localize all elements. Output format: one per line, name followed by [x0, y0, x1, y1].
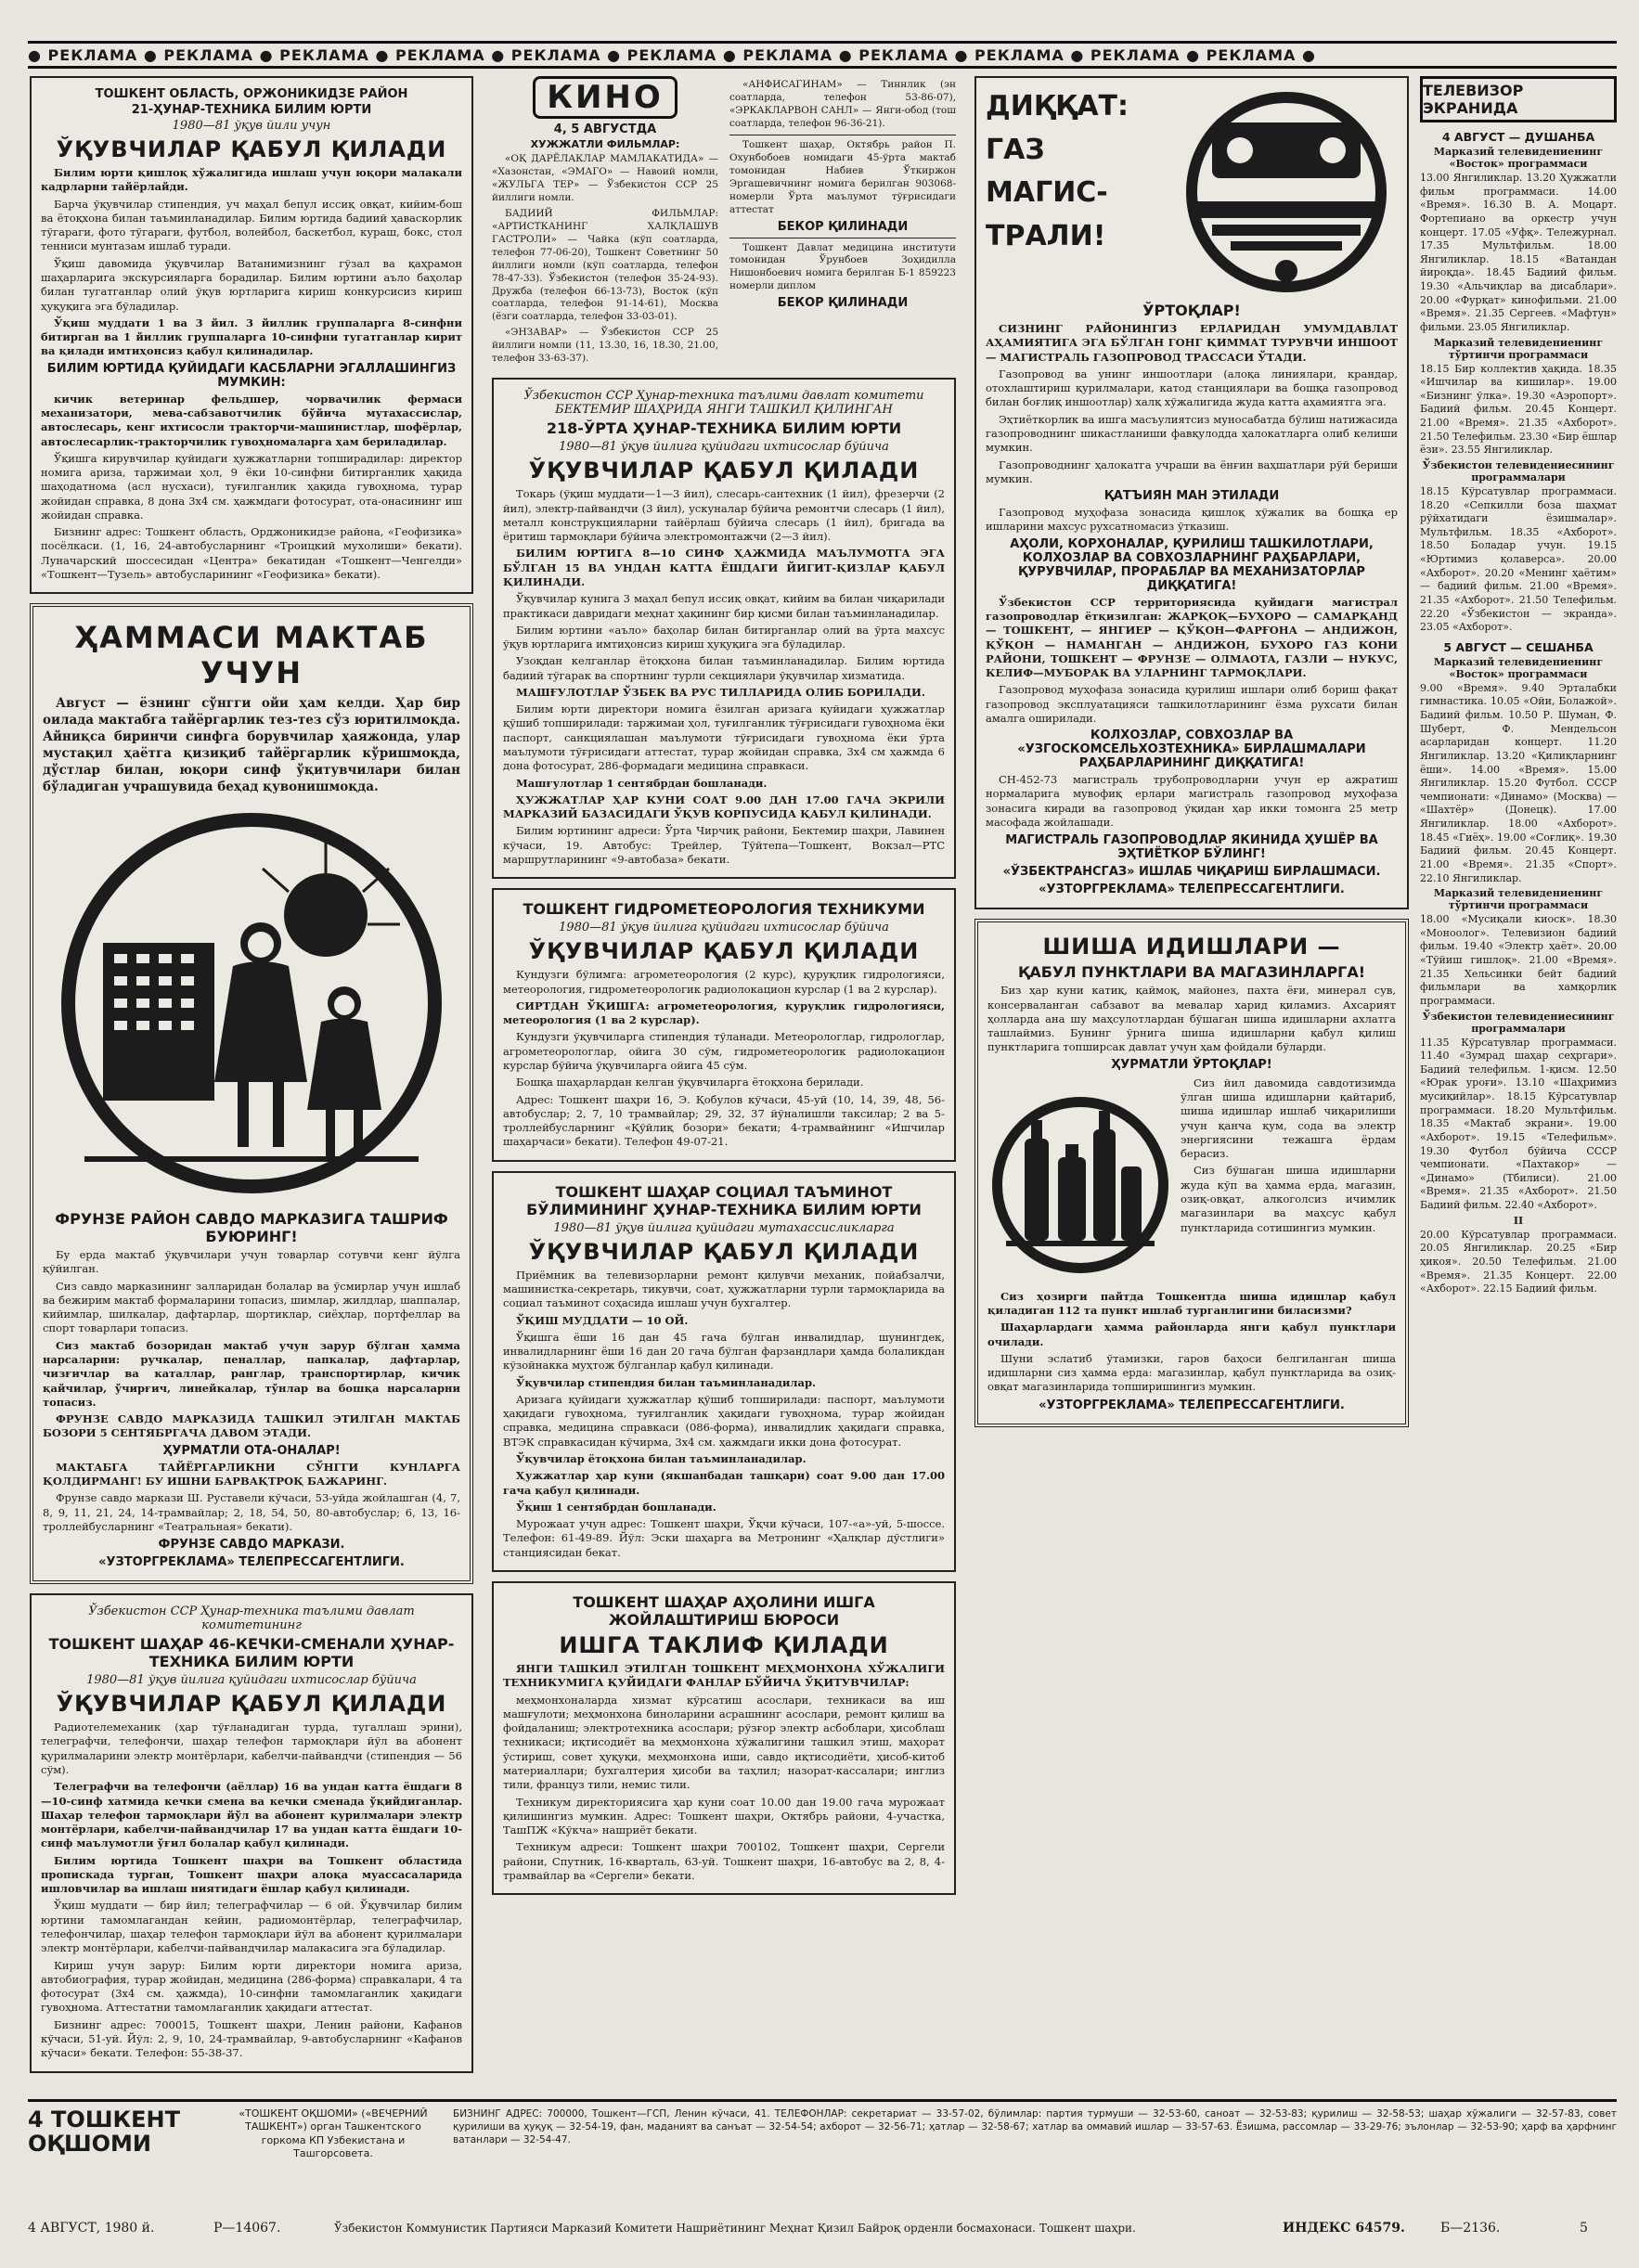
tv-logo: [1420, 76, 1617, 122]
ad1-headline: ЎҚУВЧИЛАР ҚАБУЛ ҚИЛАДИ: [56, 136, 447, 162]
c2ad2-p5: Адрес: Тошкент шаҳри 16, Э. Қобулов кўчаси, 45-уй (10, 14, 39, 48, 56-автобуслар; 2, 7, 10 трамвайлар; 29, 32, 37 йўналишли таксилар; 2 ва 5-троллейбусларнинг «Қўйлиқ бозори» бекати; 4-трамвайнинг «Ишчилар шаҳарчаси» бекати). Телефон 49-07-21.: [503, 1092, 945, 1149]
ad2-sign2: «УЗТОРГРЕКЛАМА» ТЕЛЕПРЕССАГЕНТЛИГИ.: [98, 1555, 405, 1570]
ad-hydrometeo-technikum: [492, 888, 956, 1161]
c2ad1-headline: ЎҚУВЧИЛАР ҚАБУЛ ҚИЛАДИ: [528, 457, 920, 484]
tv-t4: 9.00 «Время». 9.40 Эрталабки гимнастика. 10.05 «Ойи, Болажой». Бадиий фильм. 10.50 Р. Шуман, Ф. Шуберт, Ф. Мендельсон асарларидан концерт. 11.20 Янгиликлар. 13.20 «Қилиқларнинг ёши». 14.00 «Время». 15.00 Янгиликлар. 15.20 Футбол. СССР чемпионати: «Динамо» (Москва) — «Шахтёр» (Донецк). 17.00 Янгиликлар. 18.00 «Ахборот». 18.45 «Гиёҳ». 19.00 «Соғлиқ». 19.30 Бадиий фильм. 20.45 Концерт. 21.00 «Время». 21.35 «Спорт». 22.10 Янгиликлар.: [1420, 681, 1617, 884]
ad1-school: 21-ҲУНАР-ТЕХНИКА БИЛИМ ЮРТИ: [131, 103, 372, 117]
column-3: [974, 76, 1409, 1437]
gas-sign1: МАГИСТРАЛЬ ГАЗОПРОВОДЛАР ЯКИНИДА ҲУШЁР ВА ЭҲТИЁТКОР БЎЛИНГ!: [1005, 833, 1378, 862]
kino-listing: [492, 76, 718, 368]
ad1-p6: Ўқишга кирувчилар қуйидаги ҳужжатларни топширадилар: директор номига ариза, таржимаи ҳол, 9 ёки 10-синфни битирганлик ҳақида шаҳодатнома (асл нусхаси), туғилганлик ҳақида гувоҳнома, турар жойидан справка, 8 дона 3х4 см. ҳажмдаги фотосурат, ота-онасининг иш жойидан справка.: [41, 451, 462, 522]
ad-ordzhonikidze-school: [30, 76, 473, 594]
ad1-p5: кичик ветеринар фельдшер, чорвачилик фермаси механизатори, мева-сабзавотчилик бўйича мутахассислар, автослесарь, кенг ихтисосли тракторчи-машинистлар, шофёрлар, автослесарлик-тракторчилик гувоҳномаларга ҳам бериладилар.: [41, 392, 462, 448]
ad2-headline: ҲАММАСИ МАКТАБ УЧУН: [74, 620, 429, 691]
ad-gas-pipeline: [974, 76, 1409, 909]
c2ad2-org: ТОШКЕНТ ГИДРОМЕТЕОРОЛОГИЯ ТЕХНИКУМИ: [523, 900, 925, 919]
ad2-p3: Сиз мактаб бозоридан мактаб учун зарур бўлган ҳамма нарсаларни: ручкалар, пеналлар, папкалар, дафтарлар, чизғичлар ва каталлар, ранглар, транспортирлар, кичик қайчилар, ўчирғич, линейкалар, тўнлар ва бошқа нарсаларни топасиз.: [43, 1338, 460, 1409]
glass-headline2: ҚАБУЛ ПУНКТЛАРИ ВА МАГАЗИНЛАРГА!: [1017, 963, 1366, 982]
glass-p1: Биз ҳар куни катиқ, қаймоқ, майонез, пахта ёғи, минерал сув, консерваланган сабзавот ва мевалар харид қиламиз. Ахсарият ҳолларда ана шу маҳсулотлардан бўшаган шиша идишларни ахлатга ташлаймиз. Бунинг ўрнига шиша идишларни қабул қилиш пунктларига топширсак давлат учун ҳам фойдали бўларди.: [987, 984, 1396, 1054]
c2ad4-p2: меҳмонхоналарда хизмат кўрсатиш асослари, техникаси ва иш машғулоти; меҳмонхона биноларини асрашнинг асослари, ремонт қилиш ва фойдаланиш; электротехника асослари; рўзғор электр асбоблари, ҳисоблаш техникаси; иқтисодиёт ва меҳмонхона хўжалигини ташкил этиш, маҳорат ўстириш, совет ҳуқуқи, меҳмонхона иши, савдо иқтисодиёти, ҳисоб-китоб материаллари; бухгалтерия ҳисоби ва таҳлил; назорат-кассалари; инглиз тили, француз тили, немис тили.: [503, 1693, 945, 1792]
glass-p4: Сиз ҳозирги пайтда Тошкентда шиша идишлар қабул қиладиган 112 та пункт ишлаб турганлигини биласизми?: [987, 1289, 1396, 1317]
tv-t2: 18.15 Бир коллектив ҳақида. 18.35 «Ишчилар ва кишилар». 19.00 «Бизнинг ўлка». 19.30 «Аэропорт». Бадиий фильм. 20.45 Концерт. 21.00 «Время». 21.35 «Ахборот». 21.50 Телефильм. 23.30 «Бир ёшлар ёзи». 23.55 Янгиликлар.: [1420, 362, 1617, 457]
c2ad4-tail: Техникум адреси: Тошкент шаҳри 700102, Тошкент шаҳри, Сергели райони, Спутник, 16-кварталь, 63-уй. Тошкент шаҳри, 16-автобус ва 2, 8, 4-трамвайлар ва «Сергели» бекати.: [503, 1840, 945, 1882]
c2ad2-p4: Бошқа шаҳарлардан келган ўқувчиларга ётоқхона берилади.: [516, 1076, 864, 1089]
gas-p6: Газопровод муҳофаза зонасида қурилиш ишлари олиб бориш фақат газопровод эксплуатацияси ташкилотларининг ёзма рухсати билан амалга оширилади.: [986, 683, 1398, 725]
c2ad2-p2: СИРТДАН ЎҚИШГА: агрометеорология, қуруқлик гидрологияси, метеорология (1 ва 2 курслар).: [503, 999, 945, 1027]
c2ad4-headline: ИШГА ТАКЛИФ ҚИЛАДИ: [559, 1632, 889, 1658]
schoolchildren-illustration: [47, 804, 456, 1203]
tv-logo-text: ТЕЛЕВИЗОР ЭКРАНИДА: [1423, 82, 1524, 117]
ad1-org: ТОШКЕНТ ОБЛАСТЬ, ОРЖОНИКИДЗЕ РАЙОН: [95, 87, 408, 101]
gas-p2: Эҳтиёткорлик ва ишга масъулиятсиз муносабатда бўлиш натижасида газопроводнинг шикастланиши фавқулодда ҳалокатларга олиб келиши мумкин.: [986, 412, 1398, 455]
c2ad1-p9: ҲУЖЖАТЛАР ҲАР КУНИ СОАТ 9.00 ДАН 17.00 ГАЧА ЭКРИЛИ МАРКАЗИЙ БАЗАСИДАГИ ЎҚУВ КОРПУСИДА ҚАБУЛ ҚИЛИНАДИ.: [503, 793, 945, 821]
ad2-caption: ФРУНЗЕ РАЙОН САВДО МАРКАЗИГА ТАШРИФ БУЮРИНГ!: [55, 1210, 448, 1246]
tv-t1: 13.00 Янгиликлар. 13.20 Ҳужжатли фильм программаси. 14.00 «Время». 16.30 В. А. Моцарт. Фортепиано ва оркестр учун концерт. 17.05 «Уфқ». Тележурнал. 17.35 Мультфильм. 18.00 Янгиликлар. 18.15 «Ватандан йироқда». 18.45 Бадиий фильм. 19.30 «Альчиқлар ва дисаблари». 20.00 «Фурқат» кинофильми. 21.00 «Время». 21.35 Сергеев. «Мафтун» фильми. 23.05 Янгиликлар.: [1420, 172, 1617, 333]
page-number: 5: [1580, 2221, 1588, 2236]
ad3-p2: Телеграфчи ва телефончи (аёллар) 16 ва ундан катта ёшдаги 8—10-синф хатмида кечки смена ва кечки сменада ўқийдиганлар. Шаҳар телефон тармоқлари йўл ва абонент қурилмалари электр монтёрлари, кабелчи-пайвандчилар 17 ва ундан катта ёшдаги 10-синф маълумотли ўғил болалар қабул қилинади.: [41, 1780, 462, 1850]
ad-glass-containers: [974, 919, 1409, 1426]
b-number: Б—2136.: [1440, 2221, 1501, 2236]
ad3-top: Ўзбекистон ССР Ҳунар-техника таълими давлат комитетининг: [88, 1604, 415, 1633]
gas-sub1: ҚАТЪИЯН МАН ЭТИЛАДИ: [1103, 489, 1280, 504]
ad1-p1: Билим юрти қишлоқ хўжалигида ишлаш учун юқори малакали кадрларни тайёрлайди.: [41, 166, 462, 194]
gas-title-3: МАГИС-: [986, 176, 1108, 209]
ad1-year: 1980—81 ўқув йили учун: [172, 119, 331, 133]
kino-feature-label: ХУЖЖАТЛИ ФИЛЬМЛАР:: [530, 138, 680, 150]
c2ad3-p2: ЎҚИШ МУДДАТИ — 10 ОЙ.: [516, 1313, 689, 1327]
column-2: [492, 76, 956, 1904]
tv-t3: 18.15 Кўрсатувлар программаси. 18.20 «Сепкилли боза шаҳмат рўйхатидаги ёзишмалар». Мультфильм. 18.35 «Ахборот». 18.50 Боладар учун. 19.15 «Юртимиз қолаверса». 20.00 «Ахборот». 20.20 «Менинг ҳаётим» — бадиий фильм. 21.00 «Время». 21.35 «Ахборот». 21.50 Телефильм. 22.20 «Ўзбекистон — экранда». 23.05 «Ахборот».: [1420, 484, 1617, 634]
ad2-p4: ФРУНЗЕ САВДО МАРКАЗИДА ТАШКИЛ ЭТИЛГАН МАКТАБ БОЗОРИ 5 СЕНТЯБРГАЧА ДАВОМ ЭТАДИ.: [43, 1412, 460, 1440]
tv-day2: 5 АВГУСТ — СЕШАНБА: [1443, 639, 1594, 654]
lost-notice-2: Тошкент Давлат медицина институти томонидан Ўрунбоев Зоҳидилла Нишонбоевич номига берилган Б-1 859223 номерли диплом: [729, 241, 956, 292]
ad1-p7: Бизнинг адрес: Тошкент область, Орджоникидзе района, «Геофизика» посёлкаси. (1, 16, 24-автобусларнинг «Троицкий мухолиши» бекати). Луначарский шоссесидан «Центра» бекатидан «Тошкент—Ченгелди» «Тошкент—Тузель» автобусларининг «Геофизика» бекати).: [41, 525, 462, 582]
c2ad2-p3: Кундузги ўқувчиларга стипендия тўланади. Метеорологлар, гидрологлар, агрометеорологлар, ойига 30 сўм, гидрометеорологик радиолокацион курслар бўйича ўқувчиларга ойига 45 сўм.: [503, 1030, 945, 1072]
c2ad3-p4: Ўқувчилар стипендия билан таъминланадилар.: [516, 1375, 817, 1389]
ad1-p3: Ўқиш давомида ўқувчилар Ватанимизнинг гўзал ва қаҳрамон шаҳарларига экскурсияларга борадилар. Билим юртини аъло баҳолар билан тугатганлар олий ўқув юртларига кириш конкурсисиз кириш ҳуқуқига эга бўладилар.: [41, 256, 462, 313]
masthead: 4 ТОШКЕНТ ОҚШОМИ: [28, 2107, 180, 2158]
c2ad1-p7: Билим юрти директори номига ёзилган аризага қуйидаги ҳужжатлар қўшиб топширилади: таржимаи ҳол, туғилганлик тўғрисидаги гувоҳнома ёки паспорт, санкциялашан маълумоти тўғрисидаги гувоҳнома ёки ўрта маълумоти тўғрисидаги аттестат, турар жойидан справка, 3х4 см ҳажмда 6 дона фотосурат, 286-формадаги медицина справкаси.: [503, 702, 945, 773]
gas-p1: Газопровод ва унинг иншоотлари (алоқа линиялари, крандар, отохлаштириш қурилмалари, катод станциялари ва бошқа газопровод билан боғлиқ иншоотлар) халқ хўжалигида жуда катта аҳамиятга эга.: [986, 367, 1398, 409]
c2ad3-headline: ЎҚУВЧИЛАР ҚАБУЛ ҚИЛАДИ: [528, 1238, 920, 1265]
index-number: ИНДЕКС 64579.: [1283, 2221, 1405, 2236]
ad1-p2: Барча ўқувчилар стипендия, уч маҳал бепул иссиқ овқат, кийим-бош ва ётоқхона билан таъминланадилар. Билим юртида бадиий ҳаваскорлик тўгараги, фото тўгараги, футбол, волейбол, баскетбол, кураш, бокс, стол тенниси мунтазам ишлаб туради.: [41, 197, 462, 253]
ad-social-school: [492, 1171, 956, 1572]
tv-sub2: Марказий телевидениенинг тўртинчи программаси: [1433, 336, 1604, 361]
ad-employment-bureau: [492, 1581, 956, 1895]
kino-section: [492, 76, 956, 368]
ad3-org: ТОШКЕНТ ШАҲАР 46-КЕЧКИ-СМЕНАЛИ ҲУНАР-ТЕХНИКА БИЛИМ ЮРТИ: [48, 1635, 455, 1671]
ad3-year: 1980—81 ўқув йилига қуйидаги ихтисослар бўйича: [86, 1673, 417, 1688]
tv-sub6: Ўзбекистон телевидениесининг программалари: [1422, 1010, 1615, 1035]
ad-evening-school: [30, 1593, 473, 2072]
column-4-tv: [1420, 76, 1617, 1296]
tv-sub1: Марказий телевидениенинг «Восток» программаси: [1433, 146, 1604, 170]
gas-title-1: ДИҚҚАТ:: [986, 90, 1129, 122]
pipeline-illustration: [1175, 85, 1398, 299]
address: БИЗНИНГ АДРЕС: 700000, Тошкент—ГСП, Ленин кўчаси, 41. ТЕЛЕФОНЛАР: секретариат — 33-57-02, бўлимлар: партия турмуши — 32-53-60, саноат — 32-53-83; қурилиш — 32-58-53; шаҳар хўжалиги — 32-57-83, совет қурилиши ва ҳуқуқ — 32-54-19, фан, маданият ва санъат — 32-54-54; ахборот — 32-56-71; ҳатлар — 32-58-67; хатлар ва оммавий ишлар — 33-57-63. Ёзишма, рассомлар — 33-29-76; эълонлар — 32-53-90; ҳарф ва ҳарфнинг ватанлари — 32-54-47.: [453, 2108, 1617, 2146]
ad2-p1: Бу ерда мактаб ўқувчилари учун товарлар сотувчи кенг йўлга қўйилган.: [43, 1248, 460, 1276]
c2ad3-year: 1980—81 ўқув йилига қуйидаги мутахассисликларга: [553, 1220, 895, 1235]
c2ad4-p3: Техникум директориясига ҳар куни соат 10.00 дан 19.00 гача мурожаат қилишингиз мумкин. Адрес: Тошкент шаҳри, Октябрь райони, 4-участка, ТашПЖ «Кўкча» нашриёт бекати.: [503, 1795, 945, 1837]
issue-date: 4 АВГУСТ, 1980 й.: [28, 2221, 155, 2236]
tv-sub3: Ўзбекистон телевидениесининг программалари: [1422, 458, 1615, 483]
kino-more: «ЭНЗАВАР» — Ўзбекистон ССР 25 йиллиги номли (11, 13.30, 16, 18.30, 21.00, телефон 33-63-37).: [492, 327, 718, 365]
glass-greet: ҲУРМАТЛИ ЎРТОҚЛАР!: [1111, 1057, 1272, 1072]
printer: Ўзбекистон Коммунистик Партияси Марказий Комитети Нашриётининг Меҳнат Қизил Байроқ орденли босмахонаси. Тошкент шаҳри.: [334, 2222, 1136, 2235]
ad2-p6: Фрунзе савдо маркази Ш. Руставели кўчаси, 53-уйда жойлашган (4, 7, 8, 9, 11, 21, 24, 14-трамвайлар; 2, 18, 54, 50, 80-автобуслар; 6, 13, 16-троллейбусларнинг «Театральная» бекати).: [43, 1491, 460, 1533]
bottles-illustration: [987, 1074, 1173, 1287]
glass-p2: Сиз йил давомида савдотизимда ўлган шиша идишларни қайтариб, шиша идишлар ишлаб чиқарилиши учун қанча қум, сода ва электр энергиясини тежашга ёрдам берасиз.: [1181, 1076, 1396, 1161]
ad3-p5: Кириш учун зарур: Билим юрти директори номига ариза, автобиография, турар жойидан, медицина (286-форма) справкалари, 4 та фотосурат (3х4 см. ҳажмда), 10-синфни тамомлаганлик ҳақидаги гувоҳнома. Аттестатни тамомлаганлик ҳақидаги аттестат.: [41, 1958, 462, 2015]
glass-body: [987, 1074, 1396, 1287]
c2ad1-year: 1980—81 ўқув йилига қуйидаги ихтисослар бўйича: [559, 440, 889, 455]
c2ad1-p1: Токарь (ўқиш муддати—1—3 йил), слесарь-сантехник (1 йил), фрезерчи (2 йил), электр-пайвандчи (3 йил), ускуналар бўйича ремонтчи слесарь (1 йил), металл конструкцияларни тайёрлаш бўйича слесарь (1 йил), бригада ва ёритиш тармоқлари бўйича электромонтажчи (2—3 йил).: [503, 487, 945, 544]
gas-title-4: ТРАЛИ!: [986, 219, 1106, 252]
tv-sub5: Марказий телевидениенинг тўртинчи программаси: [1433, 887, 1604, 912]
gas-lead: СИЗНИНГ РАЙОНИНГИЗ ЕРЛАРИДАН УМУМДАВЛАТ АҲАМИЯТИГА ЭГА БЎЛГАН ГОНГ ҚИММАТ ТУРУВЧИ ИНШООТ — МАГИСТРАЛЬ ГАЗОПРОВОД ТРАССАСИ ЎТАДИ.: [986, 322, 1398, 364]
tv-t6: 11.35 Кўрсатувлар программаси. 11.40 «Зумрад шаҳар сеҳргари». Бадиий телефильм. 1-қисм. 12.50 «Юрак уроғи». 13.10 «Шаҳримиз мусиқийлар». 18.15 Кўрсатувлар программаси. 18.20 Мультфильм. 18.35 «Мактаб экрани». 19.00 «Ахборот». 19.15 «Телефильм». 19.30 Футбол бўйича СССР чемпионати. «Пахтакор» — «Динамо» (Тбилиси). 21.00 «Время». 21.35 «Ахборот». 21.50 Бадиий фильм. 22.40 «Ахборот».: [1420, 1036, 1617, 1211]
c2ad4-org: ТОШКЕНТ ШАҲАР АҲОЛИНИ ИШГА ЖОЙЛАШТИРИШ БЮРОСИ: [573, 1593, 875, 1629]
column-1: [30, 76, 473, 2082]
c2ad1-top: Ўзбекистон ССР Ҳунар-техника таълими давлат комитети БЕКТЕМИР ШАҲРИДА ЯНГИ ТАШКИЛ ҚИЛИНГАН: [523, 389, 924, 418]
ad3-p4: Ўқиш муддати — бир йил; телеграфчилар — 6 ой. Ўқувчилар билим юртини тамомлагандан кейин, радиомонтёрлар, телеграфчилар, телефончилар, шаҳар телефон тармоқлари йўл ва абонент қурилмалари электр монтёрлари, кабелчи-пайвандчилар малакасига эга бўладилар.: [41, 1899, 462, 1955]
c2ad1-p2: БИЛИМ ЮРТИГА 8—10 СИНФ ҲАЖМИДА МАЪЛУМОТГА ЭГА БЎЛГАН 15 ВА УНДАН КАТТА ЁШДАГИ ЙИГИТ-ҚИЗЛАР ҚАБУЛ ҚИЛИНАДИ.: [503, 547, 945, 588]
footer-row: [28, 2102, 1617, 2160]
lost-notice-1: Тошкент шаҳар, Октябрь район П. Охунбобоев номидаги 45-ўрта мактаб томонидан Набиев Ўткиржон Эргашевичнинг номига берилган 903068-номерли Ўрта маълумот тўғрисидаги аттестат: [729, 138, 956, 215]
ad2-sign1: ФРУНЗЕ САВДО МАРКАЗИ.: [158, 1538, 345, 1553]
c2ad3-p8: Ўқиш 1 сентябрдан бошланади.: [516, 1500, 716, 1514]
tv-sub7: II: [1513, 1214, 1524, 1227]
lost-notice-1-status: БЕКОР ҚИЛИНАДИ: [777, 219, 909, 234]
c2ad3-p9: Мурожаат учун адрес: Тошкент шаҳри, Ўқчи кўчаси, 107-«а»-уй, 5-шоссе. Телефон: 61-49-89. Йўл: Эски шаҳарга ва Метронинг «Ҳалқлар дўстлиги» станциясидан бекат.: [503, 1517, 945, 1559]
gas-title: [986, 85, 1168, 299]
ad3-p3: Билим юртида Тошкент шаҳри ва Тошкент областида пропискада турган, Тошкент шаҳри алоқа муассасаларида ишловчилар ва ишлаш ниятидаги ёшлар қабул қилинади.: [41, 1853, 462, 1896]
glass-p5: Шаҳарлардаги ҳамма районларда янги қабул пунктлари очилади.: [987, 1321, 1396, 1348]
advert-band: [28, 41, 1617, 69]
footer-imprint: [28, 2099, 1617, 2185]
ad1-p4: Ўқиш муддати 1 ва 3 йил. 3 йиллик группаларга 8-синфни битирган ва 1 йиллик группаларга 10-синфни тугатганлар кирит ва қилади имтиҳонсиз қабул қилинадилар.: [41, 316, 462, 358]
footer-bottom-line: [28, 2214, 1617, 2242]
c2ad2-year: 1980—81 ўқув йилига қуйидаги ихтисослар бўйича: [559, 921, 889, 935]
c2ad4-p1: ЯНГИ ТАШКИЛ ЭТИЛГАН ТОШКЕНТ МЕҲМОНХОНА ХЎЖАЛИГИ ТЕХНИКУМИГА ҚУЙИДАГИ ФАНЛАР БЎЙИЧА ЎҚИТУВЧИЛАР:: [503, 1662, 945, 1690]
kino-items: «ОҚ ДАРЁЛАКЛАР МАМЛАКАТИДА» — «Хазонстан, «ЭМАГО» — Навоий номли, «ЖУЛЬГА ТЕР» — Ўзбекистон ССР 25 йиллиги номли.: [492, 153, 718, 203]
c2ad1-school: 218-ЎРТА ҲУНАР-ТЕХНИКА БИЛИМ ЮРТИ: [546, 419, 902, 438]
gas-greet: ЎРТОҚЛАР!: [1142, 302, 1241, 319]
ad2-p2: Сиз савдо марказининг залларидан болалар ва ўсмирлар учун ишлаб ва бежирим мактаб формаларини топасиз, шимлар, жилдлар, шаппалар, кийимлар, шилкалар, дафтарлар, шортиклар, сиёҳлар, портфеллар ва спорт товарлари топасиз.: [43, 1279, 460, 1335]
c2ad3-p6: Ўқувчилар ётоқхона билан таъминланадилар.: [516, 1452, 807, 1466]
c2ad3-p5: Аризага қуйидаги ҳужжатлар қўшиб топширилади: паспорт, маълумоти ҳақидаги гувоҳнома, туғилганлик ҳақидаги гувоҳнома, турар жойидан справка, медицина справкаси (086-форма), инвалидлик ҳақидаги справка, ВТЭК справкасидан кўчирма, 3х4 см. ҳажмдаги икки дона фотосурат.: [503, 1392, 945, 1449]
ad-school-market: [30, 603, 473, 1584]
glass-p6: Шуни эслатиб ўтамизки, гаров баҳоси белгиланган шиша идишларни сиз ҳамма ерда: магазинлар, қабул пунктларида ва озиқ-овқат магазинларида топширишингиз мумкин.: [987, 1351, 1396, 1394]
gas-p3: Газопроводнинг ҳалокатга учраши ва ёнғин ваҳшатлари рўй бериши мумкин.: [986, 457, 1398, 485]
c2ad1-p3: Ўқувчилар кунига 3 маҳал бепул иссиқ овқат, кийим ва билан чиқарилади практикаси давридаги меҳнат ҳақининг бир қисми билан таъминланадилар.: [503, 592, 945, 620]
c2ad1-p5: Узоқдан келганлар ётоқхона билан таъминланадилар. Билим юртида бадиий тўгарак ва спортнинг турли секциялари ўқувчилар хизматида.: [503, 654, 945, 682]
publisher: «ТОШКЕНТ ОҚШОМИ» («ВЕЧЕРНИЙ ТАШКЕНТ») орган Ташкентского горкома КП Узбекистана и Ташгорсовета.: [239, 2107, 428, 2159]
tv-t7: 20.00 Кўрсатувлар программаси. 20.05 Янгиликлар. 20.25 «Бир ҳикоя». 20.50 Телефильм. 21.00 «Время». 21.35 Концерт. 22.00 «Ахборот». 22.15 Бадиий фильм.: [1420, 1228, 1617, 1295]
gas-p7: СН-452-73 магистраль трубопроводларни учун ер ажратиш нормаларига мувофиқ ерлари магистраль газопровод муҳофаза зонасига киради ва газопровод ўқидан ҳар икки томонга 25 метр масофада жойлашади.: [986, 773, 1398, 830]
tv-day1: 4 АВГУСТ — ДУШАНБА: [1441, 130, 1595, 144]
ad2-p5: МАКТАБГА ТАЙЁРГАРЛИКНИ СЎНГГИ КУНЛАРГА ҚОЛДИРМАНГ! БУ ИШНИ БАРВАҚТРОҚ БАЖАРИНГ.: [43, 1460, 460, 1488]
glass-p3: Сиз бўшаган шиша идишларни жуда кўп ва ҳамма ерда, магазин, озиқ-овқат, алкоголсиз ичимлик магазинлари ва маҳсус қабул пунктларида сотишингиз мумкин.: [1181, 1164, 1396, 1234]
gas-title-2: ГАЗ: [986, 133, 1045, 166]
gas-sign3: «УЗТОРГРЕКЛАМА» ТЕЛЕПРЕССАГЕНТЛИГИ.: [1039, 883, 1345, 897]
ad3-p1: Радиотелемеханик (ҳар тўғланадиган турда, тугаллаш эрини), телеграфчи, телефончи, шаҳар телефон тармоқлари йўл ва абонент қурилмаларини электр монтёрлари, кабелчи-пайвандчи (стипендия — 56 сўм).: [41, 1720, 462, 1776]
tv-sub4: Марказий телевидениенинг «Восток» программаси: [1433, 655, 1604, 680]
lost-notice-2-status: БЕКОР ҚИЛИНАДИ: [777, 296, 909, 311]
ad3-headline: ЎҚУВЧИЛАР ҚАБУЛ ҚИЛАДИ: [56, 1691, 447, 1718]
tv-t5: 18.00 «Мусиқали киоск». 18.30 «Моноолог». Телевизион бадиий фильм. 19.40 «Электр ҳаёт». 20.00 «Тўйиш гишлоқ». 21.00 «Время». 21.35 Хельсинки бейт бадиий фильмлари ва хамқорлик программаси.: [1420, 913, 1617, 1007]
c2ad1-p8: Машғулотлар 1 сентябрдан бошланади.: [516, 776, 768, 790]
gas-header: [986, 85, 1398, 299]
c2ad3-p3: Ўқишга ёши 16 дан 45 гача бўлган инвалидлар, шунингдек, инвалидларнинг ёши 16 дан 20 гача бўлган фарзандлари ҳамда болаликдан кўзойнакка муҳтож бўлганлар қабул қилинади.: [503, 1330, 945, 1372]
ad2-intro: Август — ёзнинг сўнгги ойи ҳам келди. Ҳар бир оилада мактабга тайёргарлик тез-тез сўз юритилмоқда. Айниқса биринчи синфга борувчилар ҳаяжонда, улар мустақил ҳаётга қизиқиб тайёргарлик кўришмоқда, дўстлар билан, юқори синф ўқитувчилари билан бўладиган учрашувида беҳад қувонишмоқда.: [43, 696, 460, 795]
glass-sign: «УЗТОРГРЕКЛАМА» ТЕЛЕПРЕССАГЕНТЛИГИ.: [1039, 1398, 1345, 1412]
c2ad3-org: ТОШКЕНТ ШАҲАР СОЦИАЛ ТАЪМИНОТ БЎЛИМИНИНГ ҲУНАР-ТЕХНИКА БИЛИМ ЮРТИ: [526, 1182, 922, 1218]
gas-p4: Газопровод муҳофаза зонасида қишлоқ хўжалик ва бошқа ер ишларини махсус рухсатномасиз ўтказиш.: [986, 506, 1398, 534]
ad1-sub: БИЛИМ ЮРТИДА ҚУЙИДАГИ КАСБЛАРНИ ЭГАЛЛАШИНГИЗ МУМКИН:: [46, 361, 457, 390]
gas-sub3: КОЛХОЗЛАР, СОВХОЗЛАР ВА «УЗГОСКОМСЕЛЬХОЗТЕХНИКА» БИРЛАШМАЛАРИ РАҲБАРЛАРИНИНГ ДИҚҚАТИГА!: [1017, 728, 1366, 771]
ad-bektemir-school: [492, 378, 956, 879]
kino-badiiy: БАДИИЙ ФИЛЬМЛАР: «АРТИСТКАНИНГ ХАЛҚЛАШУВ ГАСТРОЛИ» — Чайка (кўп соатларда, телефон 77-06-20), Тошкент Советнинг 50 йиллиги номли (кўп соатларда, телефон 78-47-33). Ўзбекистон (телефон 35-24-93). Дружба (телефон 66-13-73), Восток (кўп соатларда, телефон 91-14-61), Москва (ёзги соатларда, телефон 33-03-01).: [492, 207, 718, 323]
kino-right1: «АНФИСАГИНАМ» — Тиннлик (эн соатларда, телефон 53-86-07), «ЭРКАКЛАРВОН САНЛ» — Янги-обод (тош соатларда, телефон 96-36-21).: [729, 79, 956, 129]
c2ad3-p1: Приёмник ва телевизорларни ремонт қилувчи механик, пойабзалчи, машинистка-секретарь, тикувчи, соат, ҳужжатларни турли тармоқларида ва социал таъминот соҳасида ишлаш учун бухгалтер.: [503, 1268, 945, 1310]
c2ad2-p1: Кундузги бўлимга: агрометеорология (2 курс), қуруқлик гидрологияси, метеорология, гидрометеорологик радиолокацион курслар (1 ва 2 курслар).: [503, 968, 945, 996]
c2ad1-p6: МАШҒУЛОТЛАР ЎЗБЕК ВА РУС ТИЛЛАРИДА ОЛИБ БОРИЛАДИ.: [516, 685, 925, 699]
c2ad2-headline: ЎҚУВЧИЛАР ҚАБУЛ ҚИЛАДИ: [528, 938, 920, 965]
kino-date: 4, 5 АВГУСТДА: [553, 122, 657, 136]
gas-sign2: «ЎЗБЕКТРАНСГАЗ» ИШЛАБ ЧИҚАРИШ БИРЛАШМАСИ.: [1002, 865, 1381, 880]
kino-logo: КИНО: [533, 76, 678, 119]
c2ad1-p10: Билим юртининг адреси: Ўрта Чирчиқ райони, Бектемир шаҳри, Лавинен кўчаси, 19. Автобус: Трейлер, Тўйтепа—Тошкент, Вокзал—РТС маршрутларининг «9-автобаза» бекати.: [503, 824, 945, 866]
order-number: Р—14067.: [213, 2221, 281, 2236]
c2ad1-p4: Билим юртини «аъло» баҳолар билан битирганлар олий ва ўрта махсус ўқув юртларига имтиҳонсиз кириш ҳуқуқига эга бўладилар.: [503, 623, 945, 651]
ad3-p6: Бизнинг адрес: 700015, Тошкент шаҳри, Ленин райони, Кафанов кўчаси, 51-уй. Йўл: 2, 9, 10, 24-трамвайлар, 9-автобусларнинг «Кафанов кўчаси» бекати. Телефон: 55-38-37.: [41, 2017, 462, 2060]
gas-p5: Ўзбекистон ССР территориясида қуйидаги магистрал газопроводлар ётқизилган: ЖАРҚОҚ—БУХОРО — САМАРҚАНД — ТОШКЕНТ, — ЯНГИЕР — ҚЎҚОН—ФАРҒОНА — АНДИЖОН, ҚЎҚОН — НАМАНГАН — АНДИЖОН, БУХОРО ГАЗ КОНИ РАЙОНИ, ТОШКЕНТ — ФРУНЗЕ — ОЛМАОТА, ГАЗЛИ — НУКУС, КЕЛИФ—МУБОРАК ВА УЛАРНИНГ ТАРМОҚЛАРИ.: [986, 595, 1398, 680]
glass-headline: ШИША ИДИШЛАРИ —: [1042, 934, 1341, 960]
c2ad3-p7: Ҳужжатлар ҳар куни (якшанбадан ташқари) соат 9.00 дан 17.00 гача қабул қилинади.: [503, 1469, 945, 1497]
glass-right: [1181, 1074, 1396, 1287]
notices: [729, 76, 956, 368]
gas-sub2: АҲОЛИ, КОРХОНАЛАР, ҚУРИЛИШ ТАШКИЛОТЛАРИ, КОЛХОЗЛАР ВА СОВХОЗЛАРНИНГ РАҲБАРЛАРИ, ҚУРУВЧИЛАР, ПРОРАБЛАР ВА МЕХАНИЗАТОРЛАР ДИҚҚАТИГА!: [1010, 536, 1374, 593]
ad2-greeting: ҲУРМАТЛИ ОТА-ОНАЛАР!: [162, 1443, 341, 1458]
advert-band-text: ● РЕКЛАМА ● РЕКЛАМА ● РЕКЛАМА ● РЕКЛАМА ● РЕКЛАМА ● РЕКЛАМА ● РЕКЛАМА ● РЕКЛАМА ● РЕКЛАМА ● РЕКЛАМА ● РЕКЛАМА ●: [28, 45, 1316, 64]
